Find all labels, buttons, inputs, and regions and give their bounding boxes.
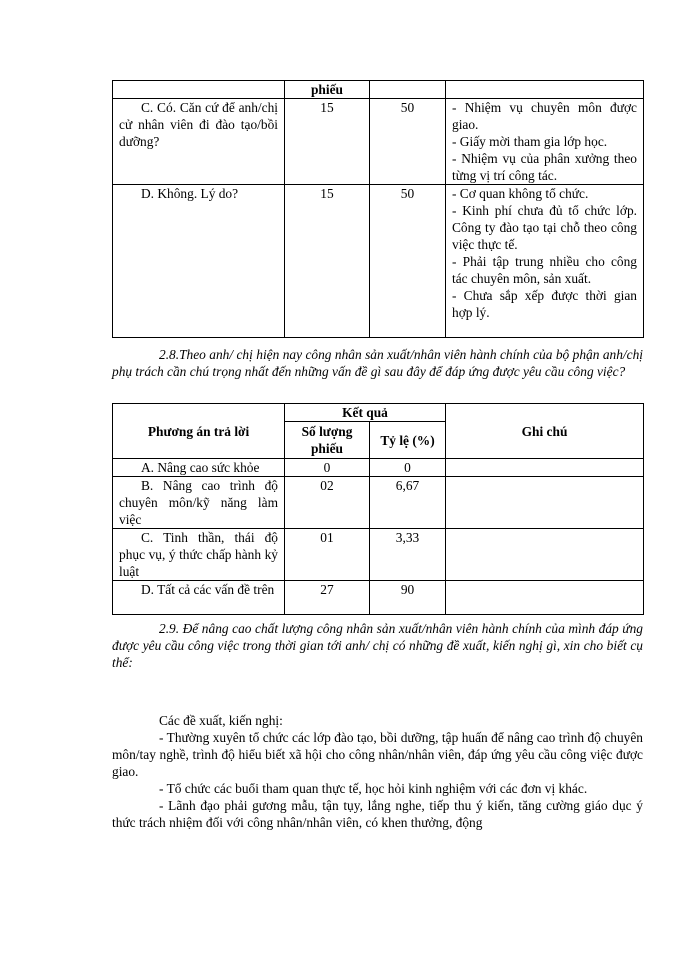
notes-cell [446, 185, 644, 338]
count-cell: 15 [285, 99, 370, 185]
option-cell: B. Nâng cao trình độ chuyên môn/kỹ năng làm việc [113, 477, 285, 529]
count-cell: 02 [285, 477, 370, 529]
header-result: Kết quả [285, 404, 446, 422]
table-row [113, 185, 644, 338]
header-option: Phương án trả lời [113, 404, 285, 459]
percent-cell: 0 [370, 459, 446, 477]
option-cell: A. Nâng cao sức khỏe [113, 459, 285, 477]
table-row [113, 581, 644, 615]
table-row [113, 99, 644, 185]
table-row [113, 529, 644, 581]
percent-cell: 6,67 [370, 477, 446, 529]
question-2-8: 2.8.Theo anh/ chị hiện nay công nhân sản xuất/nhân viên hành chính của bộ phận anh/chị phụ trách cần chú trọng nhất đến những vấn đề gì sau đây để đáp ứng được yêu cầu công việc? [112, 347, 643, 379]
note-line: - Cơ quan không tổ chức. [452, 186, 589, 201]
option-cell: C. Có. Căn cứ để anh/chị cử nhân viên đi đào tạo/bồi dưỡng? [113, 99, 285, 185]
table-header-row [113, 404, 644, 422]
question-2-9: 2.9. Để nâng cao chất lượng công nhân sản xuất/nhân viên hành chính của mình đáp ứng được yêu cầu công việc trong thời gian tới anh/ chị có những đề xuất, kiến nghị gì, xin cho biết cụ thể: [112, 621, 643, 670]
percent-cell: 50 [370, 99, 446, 185]
note-line: - Giấy mời tham gia lớp học. [452, 134, 608, 149]
count-cell: 27 [285, 581, 370, 615]
table-cell: phiếu [285, 81, 370, 99]
proposal-item: - Lãnh đạo phải gương mẫu, tận tụy, lắng nghe, tiếp thu ý kiến, tăng cường giáo dục ý thức trách nhiệm đối với công nhân/nhân viên, có khen thưởng, động [112, 798, 643, 830]
percent-cell: 3,33 [370, 529, 446, 581]
note-line: - Phải tập trung nhiều cho công tác chuyên môn, sản xuất. [452, 254, 637, 286]
option-cell: D. Tất cả các vấn đề trên [113, 581, 285, 615]
header-count: Số lượng phiếu [285, 422, 370, 459]
count-cell: 01 [285, 529, 370, 581]
survey-table-2-8 [112, 403, 644, 615]
option-cell: C. Tinh thần, thái độ phục vụ, ý thức chấp hành kỷ luật [113, 529, 285, 581]
note-line: - Kinh phí chưa đủ tổ chức lớp. Công ty đào tạo tại chỗ theo công việc thực tế. [452, 203, 637, 252]
table-row [113, 81, 644, 99]
count-cell: 0 [285, 459, 370, 477]
notes-cell [446, 99, 644, 185]
note-line: - Nhiệm vụ của phân xưởng theo từng vị trí công tác. [452, 151, 637, 183]
survey-table-continued [112, 80, 644, 338]
proposals-section [112, 712, 643, 831]
note-line: - Nhiệm vụ chuyên môn được giao. [452, 100, 637, 132]
table-row [113, 477, 644, 529]
header-percent: Tỷ lệ (%) [370, 422, 446, 459]
proposal-item: - Tổ chức các buổi tham quan thực tế, học hỏi kinh nghiệm với các đơn vị khác. [159, 781, 588, 796]
count-cell: 15 [285, 185, 370, 338]
proposal-item: - Thường xuyên tổ chức các lớp đào tạo, bồi dưỡng, tập huấn để nâng cao trình độ chuyên môn/tay nghề, trình độ hiểu biết xã hội cho công nhân/nhân viên, đáp ứng yêu cầu công việc được giao. [112, 730, 643, 779]
proposals-heading: Các đề xuất, kiến nghị: [159, 713, 283, 728]
percent-cell: 50 [370, 185, 446, 338]
header-notes: Ghi chú [446, 404, 644, 459]
option-cell: D. Không. Lý do? [113, 185, 285, 338]
table-row [113, 459, 644, 477]
percent-cell: 90 [370, 581, 446, 615]
note-line: - Chưa sắp xếp được thời gian hợp lý. [452, 288, 637, 320]
